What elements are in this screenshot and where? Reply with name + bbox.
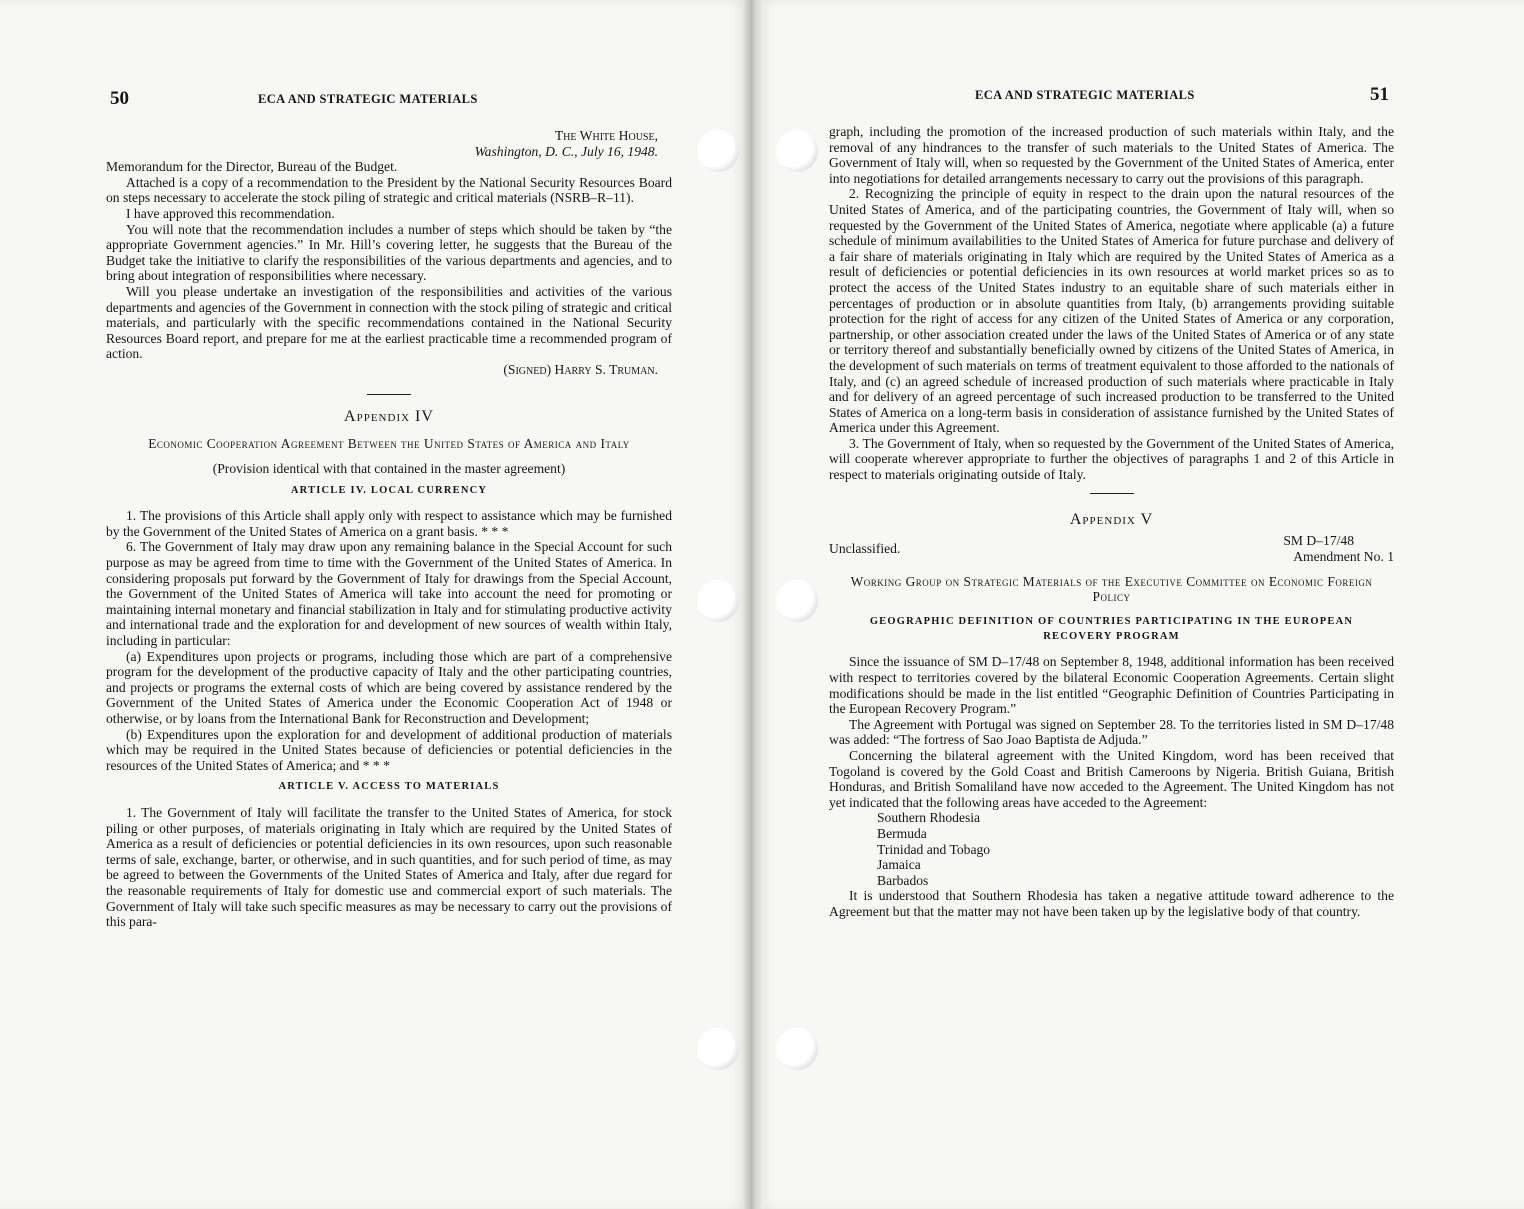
punch-hole [697, 1028, 739, 1070]
right-running-head: ECA AND STRATEGIC MATERIALS [975, 88, 1195, 102]
appendix-v-paragraph: The Agreement with Portugal was signed on September 28. To the territories listed in SM D–17/48 was added: “The fortress of Sao Joao Baptista de Adjuda.” [829, 716, 1394, 748]
memo-addressee: Memorandum for the Director, Bureau of the Budget. [106, 159, 398, 175]
appendix-iv-note: (Provision identical with that contained in the master agreement) [212, 461, 566, 477]
list-item: Jamaica [877, 857, 921, 873]
left-running-head: ECA AND STRATEGIC MATERIALS [258, 92, 478, 106]
punch-hole [697, 580, 739, 622]
left-body [106, 128, 672, 930]
list-item: Southern Rhodesia [877, 810, 981, 826]
areas-list [829, 810, 1394, 888]
article-v-heading: ARTICLE V. ACCESS TO MATERIALS [278, 781, 500, 793]
appendix-v-paragraph: Since the issuance of SM D–17/48 on September 8, 1948, additional information has been received with respect to territories covered by the bilateral Economic Cooperation Agreements. Certain slight modifications should be made in the list entitled “Geographic Definition of Countries Participating in the European Recovery Program.” [829, 654, 1394, 717]
appendix-iv-subtitle: Economic Cooperation Agreement Between the United States of America and Italy [148, 436, 630, 452]
appendix-v-paragraph: Concerning the bilateral agreement with the United Kingdom, word has been received that Togoland is covered by the Gold Coast and British Cameroons by Nigeria. British Guiana, British Honduras, and British Somaliland have now acceded to the Agreement. The United Kingdom has not yet indicated that the following areas have acceded to the Agreement: [829, 748, 1394, 810]
memo-signature: (Signed) Harry S. Truman. [503, 361, 658, 377]
continued-paragraph: graph, including the promotion of the increased production of such materials within Italy, and the removal of any hindrances to the transfer of such materials to the United States of America. The Government of Italy will, when so requested by the Government of the United States of America, enter into negotiations for detailed arrangements necessary to carry out the provisions of this paragraph. [829, 124, 1394, 186]
article-iv-heading: ARTICLE IV. LOCAL CURRENCY [290, 484, 488, 496]
appendix-iv-title: Appendix IV [344, 407, 434, 425]
book-gutter [742, 0, 764, 1209]
appendix-v-subtitle: Working Group on Strategic Materials of the Executive Committee on Economic Foreign Policy [850, 574, 1373, 605]
article-iv-paragraph: 1. The provisions of this Article shall apply only with respect to assistance which may be furnished by the Government of the United States of America on a grant basis. * * * [106, 508, 672, 539]
memo-paragraph: You will note that the recommendation includes a number of steps which should be taken by “the appropriate Government agencies.” In Mr. Hill’s covering letter, he suggests that the Bureau of the Budget take the initiative to clarify the responsibilities of the various departments and agencies, and to bring about integration of responsibilities where necessary. [106, 221, 672, 284]
article-v-paragraph: 1. The Government of Italy will facilitate the transfer to the United States of America, for stock piling or other purposes, of materials originating in Italy which are required by the United States of America as a result of deficiencies or potential deficiencies in its own resources, upon such reasonable terms of sale, exchange, barter, or otherwise, and in such quantities, and for such period of time, as may be agreed to between the Governments of the United States of America and Italy, after due regard for the reasonable requirements of Italy for domestic use and commercial export of such materials. The Government of Italy will take such specific measures as may be necessary to carry out the provisions of this para- [106, 804, 672, 930]
punch-hole [776, 130, 818, 172]
reference-number: SM D–17/48 [1283, 533, 1354, 549]
right-page-number: 51 [1370, 84, 1389, 105]
punch-hole [776, 1028, 818, 1070]
memo-paragraph: Will you please undertake an investigation of the responsibilities and activities of the various departments and agencies of the Government in connection with the stock piling of strategic and critical materials, and particularly with the specific recommendations contained in the National Security Resources Board report, and prepare for me at the earliest practicable time a recommended program of action. [106, 283, 672, 362]
list-item: Bermuda [877, 825, 927, 841]
article-v-paragraph: 2. Recognizing the principle of equity in respect to the drain upon the natural resources of the United States of America, and of the participating countries, the Government of Italy will, when so requested by the Government of the United States of America, negotiate where applicable (a) a future schedule of minimum availabilities to the United States of America for future purchase and delivery of a fair share of materials originating in Italy which are required by the United States of America as a result of deficiencies or potential deficiencies in its own resources at world market prices so as to protect the access of the United States industry to an equitable share of such materials either in percentages of production or in absolute quantities from Italy, (b) arrangements providing suitable protection for the right of access for any citizen of the United States of America or any corporation, partnership, or other association created under the laws of the United States of America or of any state or territory thereof and substantially beneficially owned by citizens of the United States of America, in the development of such materials on terms of treatment equivalent to those afforded to the nationals of Italy, and (c) an agreed schedule of increased production of such materials where practicable in Italy and for delivery of an agreed percentage of such increased production to be transferred to the United States of America on a long-term basis in consideration of assistance furnished by the United States of America under this Agreement. [829, 186, 1394, 436]
left-page-number: 50 [110, 88, 129, 109]
right-body [829, 124, 1394, 920]
article-iv-paragraph: 6. The Government of Italy may draw upon any remaining balance in the Special Account for such purpose as may be agreed from time to time with the Government of the United States of America. In considering proposals put forward by the Government of Italy for drawings from the Special Account, the Government of the United States of America will take into account the need for promoting or maintaining internal monetary and financial stabilization in Italy and for stimulating productive activity and international trade and the exploration for and development of new sources of wealth within Italy, including in particular: [106, 539, 672, 649]
memo-paragraph: Attached is a copy of a recommendation to the President by the National Security Resources Board on steps necessary to accelerate the stock piling of strategic and critical materials (NSRB–R–11). [106, 174, 672, 206]
article-v-paragraph: 3. The Government of Italy, when so requested by the Government of the United States of America, will cooperate wherever appropriate to further the objectives of paragraphs 1 and 2 of this Article in respect to materials originating outside of Italy. [829, 435, 1394, 483]
appendix-v-paragraph: It is understood that Southern Rhodesia has taken a negative attitude toward adherence to the Agreement but that the matter may not have been taken up by the legislative body of that country. [829, 888, 1394, 919]
appendix-v-title: Appendix V [1069, 510, 1154, 528]
article-iv-paragraph: (a) Expenditures upon projects or programs, including those which are part of a comprehensive program for the development of the productive capacity of Italy and the other participating countries, and projects or programs the external costs of which are being covered by assistance rendered by the Government of the United States of America under the Economic Cooperation Act of 1948 or otherwise, or by loans from the International Bank for Reconstruction and Development; [106, 648, 672, 726]
list-item: Barbados [877, 872, 929, 888]
article-iv-paragraph: (b) Expenditures upon the exploration for and development of additional production of materials which may be required in the United States because of deficiencies or potential deficiencies in the resources of the United States of America; and * * * [106, 726, 672, 773]
appendix-v-heading: GEOGRAPHIC DEFINITION OF COUNTRIES PARTICIPATING IN THE EUROPEAN RECOVERY PROGRAM [869, 616, 1354, 643]
punch-hole [776, 580, 818, 622]
punch-hole [697, 130, 739, 172]
memo-date: Washington, D. C., July 16, 1948. [474, 143, 658, 159]
amendment-number: Amendment No. 1 [1293, 548, 1394, 564]
classification-label: Unclassified. [829, 541, 901, 557]
list-item: Trinidad and Tobago [877, 841, 991, 857]
memo-paragraph: I have approved this recommendation. [126, 205, 335, 221]
appendix-v-meta [829, 533, 1394, 564]
memo-origin: The White House, [554, 128, 658, 143]
